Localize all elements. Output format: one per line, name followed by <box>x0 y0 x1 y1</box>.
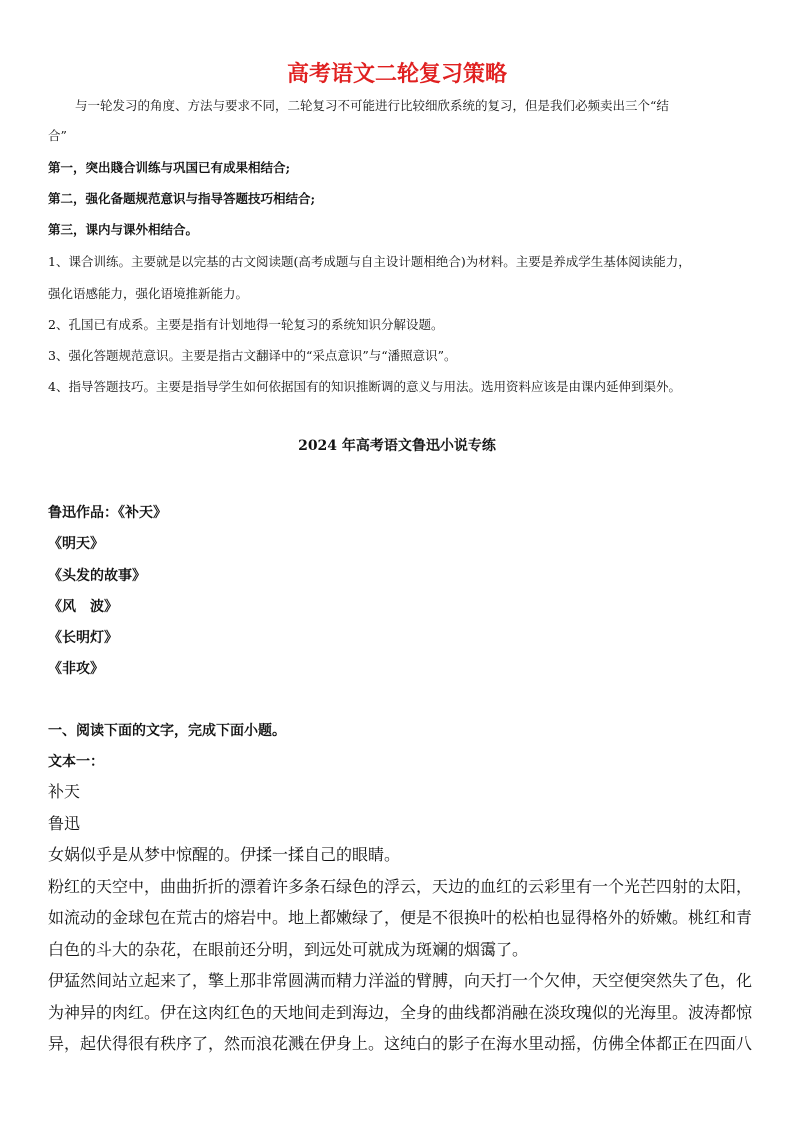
point-1: 第一，突出賤合训练与巩国已有成果相结合; <box>48 160 291 175</box>
work-item: 《明天》 <box>48 536 104 552</box>
item-2: 2、孔国已有成系。主要是指有计划地得一轮复习的系统知识分解设题。 <box>48 317 444 332</box>
story-paragraph-2-line: 白色的斗大的杂花，在眼前还分明，到远处可就成为斑斓的烟霭了。 <box>48 940 529 959</box>
item-1-line-2: 强化语感能力，强化语境推新能力。 <box>48 286 249 301</box>
document-title: 高考语文二轮复习策略 <box>286 62 507 87</box>
item-1-line-1: 1、课合训练。主要就是以完基的古文阅读题(高考成题与自主设计题相绝合)为材料。主要是养成学生基体阅读能力， <box>48 254 691 269</box>
section-title: 2024 年高考语文鲁迅小说专练 <box>298 438 496 454</box>
intro-line-1: 与一轮发习的角度、方法与要求不同，二轮复习不可能进行比较细欣系统的复习，但是我们必频卖出三个“结 <box>75 98 669 113</box>
work-item: 《风 波》 <box>48 599 118 615</box>
work-item: 《头发的故事》 <box>48 568 146 584</box>
story-paragraph-2-line: 粉红的天空中，曲曲折折的漂着许多条石绿色的浮云，天边的血红的云彩里有一个光芒四射的太阳， <box>48 877 753 896</box>
story-paragraph-3-line: 为神异的肉红。伊在这肉红色的天地间走到海边，全身的曲线都消融在淡玫瑰似的光海里。波涛都惊 <box>48 1003 753 1022</box>
question-heading: 一、阅读下面的文字，完成下面小题。 <box>48 723 286 739</box>
point-3: 第三，课内与课外相结合。 <box>48 222 199 237</box>
works-label: 鲁迅作品：《补天》 <box>48 505 167 521</box>
work-item: 《长明灯》 <box>48 630 118 646</box>
story-title: 补天 <box>48 782 81 801</box>
item-3: 3、强化答题规范意识。主要是指古文翻译中的“采点意识”与“潘照意识”。 <box>48 348 457 363</box>
point-2: 第二，强化备题规范意识与指导答题技巧相结合; <box>48 191 316 206</box>
story-paragraph-2-line: 如流动的金球包在荒古的熔岩中。地上都嫩绿了，便是不很换叶的松柏也显得格外的娇嫩。桃红和青 <box>48 908 753 927</box>
story-paragraph-3-line: 异，起伏得很有秩序了，然而浪花溅在伊身上。这纯白的影子在海水里动摇，仿佛全体都正在四面八 <box>48 1034 753 1053</box>
story-author: 鲁迅 <box>48 814 81 833</box>
intro-line-2: 合” <box>48 128 67 143</box>
story-paragraph-1: 女娲似乎是从梦中惊醒的。伊揉一揉自己的眼睛。 <box>48 845 401 864</box>
text-label: 文本一： <box>48 754 104 770</box>
item-4: 4、指导答题技巧。主要是指导学生如何依据国有的知识推断调的意义与用法。选用资料应该是由课内延伸到渠外。 <box>48 379 681 394</box>
work-item: 《非攻》 <box>48 661 104 677</box>
story-paragraph-3-line: 伊猛然间站立起来了，擎上那非常圆满而精力洋溢的臂膊，向天打一个欠伸，天空便突然失了色，化 <box>48 971 753 990</box>
